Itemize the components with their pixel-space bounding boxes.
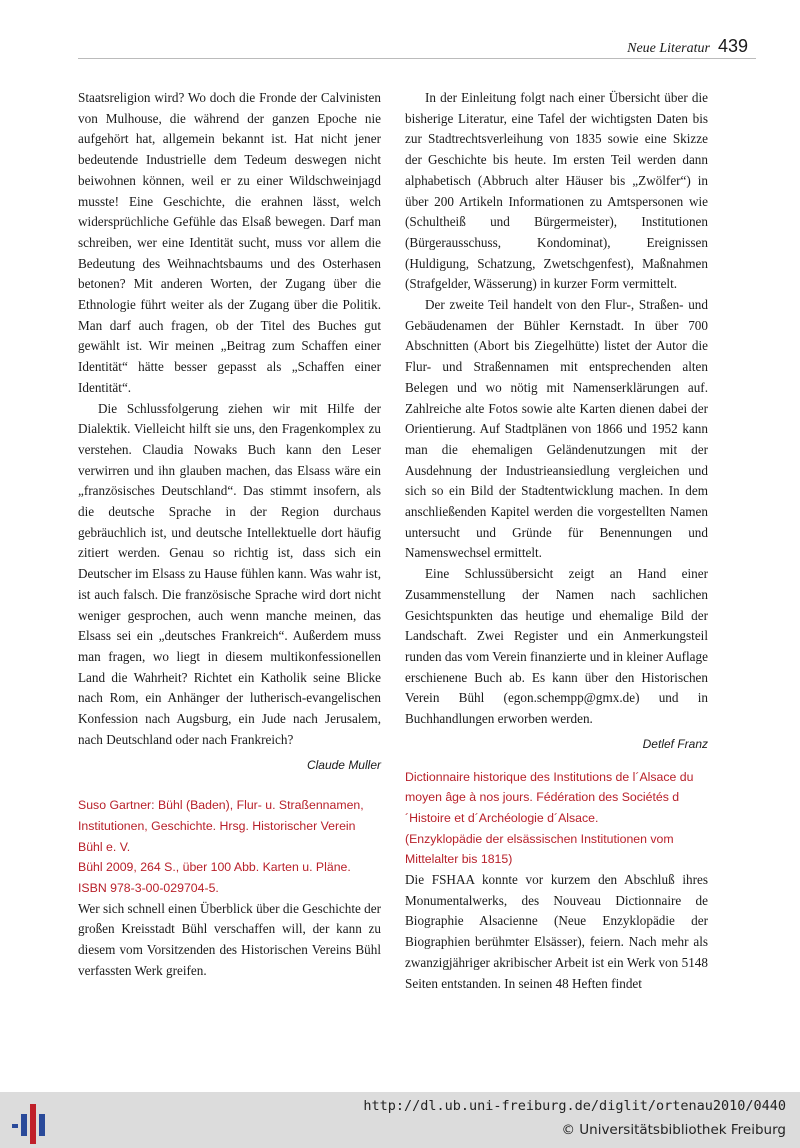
review-book-details: Bühl 2009, 264 S., über 100 Abb. Karten u. Pläne. ISBN 978-3-00-029704-5. [78, 860, 351, 896]
header-rule [78, 58, 756, 59]
source-url-link[interactable]: http://dl.ub.uni-freiburg.de/diglit/ortenau2010/0440 [363, 1098, 786, 1114]
spacer [78, 775, 381, 795]
footer-band [0, 1092, 800, 1148]
review-book-subtitle-2: (Enzyklopädie der elsässischen Institutionen vom Mittelalter bis 1815) [405, 831, 674, 867]
right-signature: Detlef Franz [642, 736, 708, 751]
left-column [78, 88, 381, 982]
page-number: 439 [717, 36, 748, 56]
left-paragraph-2: Die Schlussfolgerung ziehen wir mit Hilfe der Dialektik. Vielleicht hilft sie uns, den Fragenkomplex zu verstehen. Claudia Nowaks Buch kann den Leser verwirren und ihn glauben machen, das Elsass wäre ein „französisches Deutschland“. Das stimmt insofern, als die deutsche Sprache in der Region durchaus gebräuchlich ist, und deutsche Intellektuelle dort häufig zitiert werden. Genau so richtig ist, dass sich ein Deutscher im Elsass zu Hause fühlen kann. Was wahr ist, ist auch falsch. Die französische Sprache wird dort nicht weniger gesprochen, auch wenn manche meinen, das Elsass sei ein „deutsches Frankreich“. Außerdem muss man fragen, wo liegt in diesem multikonfessionellen Land die Wahrheit? Richtet ein Katholik seine Blicke nach Rom, ein Anhänger der lutherisch-evangelischen Konfession nach Augsburg, ein Jude nach Jerusalem, nach Deutschland oder nach Frankreich? [78, 400, 381, 747]
ub-freiburg-logo-icon [10, 1100, 50, 1144]
running-header [627, 36, 748, 60]
copyright-notice: © Universitätsbibliothek Freiburg [561, 1122, 786, 1138]
left-paragraph-1: Staatsreligion wird? Wo doch die Fronde der Calvinisten von Mulhouse, die während der ganzen Epoche nie aufgehört hat, allgemein bekannt ist. Hat nicht jener bedeutende Industrielle dem Tedeum deswegen nicht beiwohnen können, weil er zu einer Wildschweinjagd musste! Eine Geschichte, die erahnen lässt, welch widersprüchliche Gefühle das Elsaß bewegen. Darf man schreiben, wer eine Identität sucht, muss vor allem die Bedeutung des Weihnachtsbaums und des Osterhasen betonen? Mit anderen Worten, der Zugang über die Ethnologie führt weiter als der Zugang über die Politik. Man darf auch fragen, ob der Titel des Buches gut gewählt ist. Wir meinen „Beitrag zum Schaffen einer Identität“ hätte besser gepasst als „Schaffen einer Identität“. [78, 90, 381, 395]
review-book-title: Suso Gartner: Bühl (Baden), Flur- u. Straßennamen, Institutionen, Geschichte. Hrsg. Historischer Verein Bühl e. V. [78, 798, 364, 854]
right-paragraph-4: Die FSHAA konnte vor kurzem den Abschluß ihres Monumentalwerks, des Nouveau Dictionnaire de Biographie Alsacienne (Neue Enzyklopädie der Biographien berühmter Elsässer), feiern. Nach mehr als zwanzigjähriger akribischer Arbeit ist ein Werk von 5148 Seiten entstanden. In seinen 48 Heften findet [405, 872, 708, 991]
right-column [405, 88, 708, 994]
left-signature: Claude Muller [306, 757, 381, 772]
right-paragraph-2: Der zweite Teil handelt von den Flur-, Straßen- und Gebäudenamen der Bühler Kernstadt. In über 700 Abschnitten (Abort bis Ziegelhütte) listet der Autor die Flur- und Straßennamen mit entsprechenden alten Belegen und wo nötig mit Namenserklärungen auf. Zahlreiche alte Fotos sowie alte Karten dienen dabei der Orientierung. Auf Stadtplänen von 1866 und 1952 kann man die ehemaligen Geländenutzungen mit der Ausdehnung der Industrieansiedlung vergleichen und sich so ein Bild der Stadtentwicklung machen. In dem anschließenden Kapitel werden die vorgestellten Namen untersucht und Gründe für Benennungen und Namenswechsel ermittelt. [405, 297, 708, 561]
right-paragraph-1: In der Einleitung folgt nach einer Übersicht über die bisherige Literatur, eine Tafel der wichtigsten Daten bis zur Stadtrechtsverleihung von 1835 sowie eine Skizze der Geschichte bis heute. Im ersten Teil werden dann alphabetisch (Abbruch alter Häuser bis „Zwölfer“) in über 200 Artikeln Informationen zu Amtspersonen wie (Schultheiß und Bürgermeister), Institutionen (Bürgerausschuss, Kondominat), Ereignissen (Huldigung, Schatzung, Zwetschgenfest), Maßnahmen (Strafgelder, Wässerung) in kurzer Form vermittelt. [405, 90, 708, 292]
section-title: Neue Literatur [627, 41, 710, 56]
right-paragraph-3: Eine Schlussübersicht zeigt an Hand einer Zusammenstellung der Namen nach sachlichen Gesichtspunkten das heutige und ehemalige Bild der Landschaft. Zwei Register und ein Anmerkungsteil runden das vom Verein finanzierte und in kleiner Auflage erschienene Buch ab. Es kann über den Historischen Verein Bühl (egon.schempp@gmx.de) und in Buchhandlungen erworben werden. [405, 566, 708, 727]
review-book-title-2: Dictionnaire historique des Institutions de l´Alsace du moyen âge à nos jours. Fédération des Sociétés d´Histoire et d´Archéologie d´Alsace. [405, 769, 694, 825]
left-paragraph-3: Wer sich schnell einen Überblick über die Geschichte der großen Kreisstadt Bühl verschaffen will, der kann zu diesem vom Vorsitzenden des Historischen Vereins Bühl verfassten Werk greifen. [78, 900, 381, 978]
spacer [405, 755, 708, 767]
